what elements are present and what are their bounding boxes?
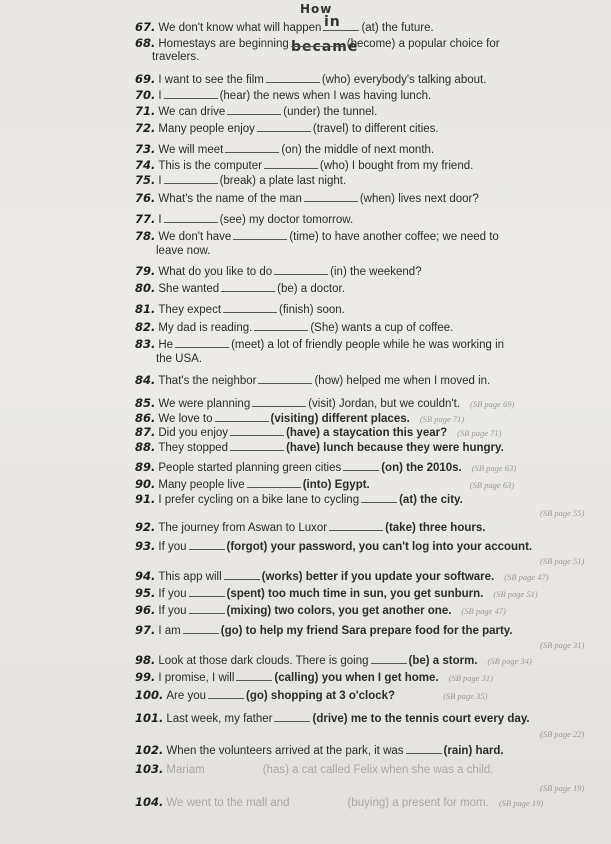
handwritten-answer-67: in: [324, 14, 341, 30]
page-reference: (SB page 19): [540, 783, 585, 793]
exercise-item-continued: travelers.: [152, 51, 200, 63]
page-reference: (SB page 51): [540, 556, 585, 566]
exercise-item: 81. They expect (finish) soon.: [135, 302, 345, 316]
exercise-item: 101. Last week, my father (drive) me to the tennis court every day.: [135, 711, 530, 725]
exercise-item: 69. I want to see the film (who) everybody's talking about.: [135, 72, 487, 86]
exercise-item: 95. If you (spent) too much time in sun, you get sunburn. (SB page 51): [135, 586, 538, 600]
exercise-item: 82. My dad is reading. (She) wants a cup of coffee.: [135, 320, 454, 334]
exercise-item: 96. If you (mixing) two colors, you get another one. (SB page 47): [135, 603, 506, 617]
exercise-item: 76. What's the name of the man (when) lives next door?: [135, 191, 479, 205]
exercise-item: 67. We don't know what will happen (at) the future.: [135, 20, 434, 34]
exercise-item: 70. I (hear) the news when I was having lunch.: [135, 88, 432, 102]
exercise-item: 92. The journey from Aswan to Luxor (take) three hours.: [135, 520, 486, 534]
exercise-item: 72. Many people enjoy (travel) to different cities.: [135, 121, 439, 135]
exercise-item: 71. We can drive (under) the tunnel.: [135, 104, 378, 118]
exercise-item: 74. This is the computer (who) I bought from my friend.: [135, 158, 474, 172]
exercise-item: 68. Homestays are beginning (become) a popular choice for: [135, 36, 500, 50]
exercise-item: 88. They stopped (have) lunch because they were hungry.: [135, 440, 504, 454]
exercise-item: 84. That's the neighbor (how) helped me when I moved in.: [135, 373, 491, 387]
exercise-item-continued: the USA.: [156, 353, 203, 365]
page-reference: (SB page 55): [540, 508, 585, 518]
exercise-item: 99. I promise, I will (calling) you when I get home. (SB page 31): [135, 670, 494, 684]
exercise-item: 97. I am (go) to help my friend Sara prepare food for the party.: [135, 623, 513, 637]
exercise-item: 90. Many people live (into) Egypt. (SB page 63): [135, 477, 515, 491]
exercise-item: 100. Are you (go) shopping at 3 o'clock? (SB page 35): [135, 688, 488, 702]
exercise-item: 93. If you (forgot) your password, you can't log into your account.: [135, 539, 533, 553]
page-reference: (SB page 31): [540, 640, 585, 650]
exercise-item: 77. I (see) my doctor tomorrow.: [135, 212, 354, 226]
exercise-item: 85. We were planning (visit) Jordan, but we couldn't. (SB page 69): [135, 396, 515, 410]
exercise-item-continued: leave now.: [156, 245, 211, 257]
exercise-item: 75. I (break) a plate last night.: [135, 173, 347, 187]
exercise-item: 104. We went to the mall and (buying) a present for mom. (SB page 19): [135, 795, 544, 809]
handwritten-answer-68: became: [291, 39, 359, 55]
exercise-item: 98. Look at those dark clouds. There is going (be) a storm. (SB page 34): [135, 653, 532, 667]
exercise-item: 78. We don't have (time) to have another coffee; we need to: [135, 229, 499, 243]
exercise-item: 87. Did you enjoy (have) a staycation this year? (SB page 71): [135, 425, 502, 439]
exercise-item: 79. What do you like to do (in) the weekend?: [135, 264, 422, 278]
exercise-item: 91. I prefer cycling on a bike lane to cycling (at) the city.: [135, 492, 463, 506]
exercise-item: 73. We will meet (on) the middle of next month.: [135, 142, 435, 156]
exercise-item: 103. Mariam (has) a cat called Felix when she was a child.: [135, 762, 494, 776]
exercise-item: 83. He (meet) a lot of friendly people while he was working in: [135, 337, 505, 351]
exercise-item: 86. We love to (visiting) different places. (SB page 71): [135, 411, 465, 425]
exercise-item: 89. People started planning green cities (on) the 2010s. (SB page 63): [135, 460, 517, 474]
exercise-item: 94. This app will (works) better if you update your software. (SB page 47): [135, 569, 549, 583]
page-reference: (SB page 22): [540, 729, 585, 739]
exercise-item: 102. When the volunteers arrived at the park, it was (rain) hard.: [135, 743, 504, 757]
exercise-item: 80. She wanted (be) a doctor.: [135, 281, 345, 295]
handwritten-note: How: [300, 2, 333, 16]
